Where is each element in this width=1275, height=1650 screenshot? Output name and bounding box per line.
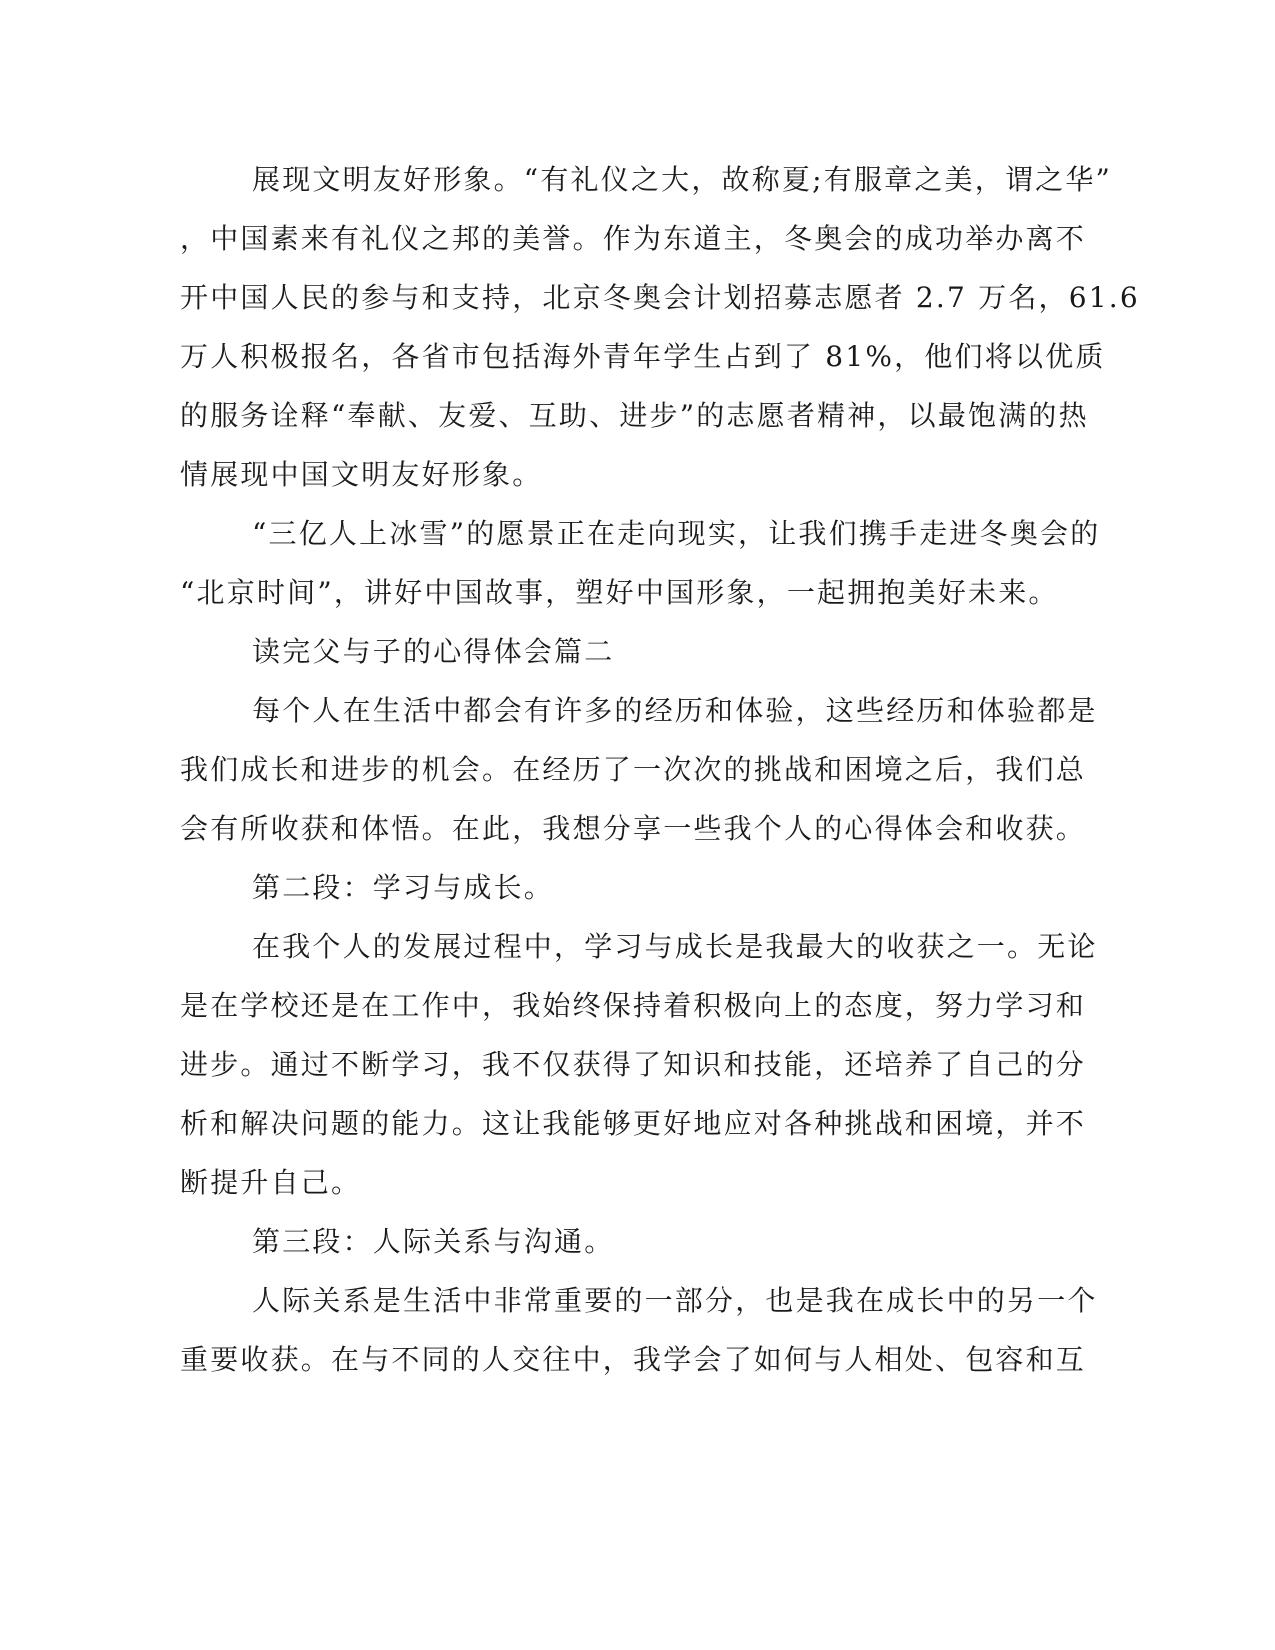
paragraph-line: 的服务诠释“奉献、友爱、互助、进步”的志愿者精神，以最饱满的热 — [180, 399, 1089, 432]
paragraph-line: 断提升自己。 — [180, 1166, 362, 1199]
paragraph-line: 开中国人民的参与和支持，北京冬奥会计划招募志愿者 2.7 万名，61.6 — [180, 281, 1140, 314]
paragraph-line: 进步。通过不断学习，我不仅获得了知识和技能，还培养了自己的分 — [180, 1048, 1087, 1081]
paragraph-line: 人际关系是生活中非常重要的一部分，也是我在成长中的另一个 — [252, 1284, 1098, 1317]
paragraph-line: 重要收获。在与不同的人交往中，我学会了如何与人相处、包容和互 — [180, 1343, 1087, 1376]
paragraph-line: ，中国素来有礼仪之邦的美誉。作为东道主，冬奥会的成功举办离不 — [180, 222, 1087, 255]
section-heading: 第三段：人际关系与沟通。 — [252, 1225, 615, 1258]
paragraph-line: 展现文明友好形象。“有礼仪之大，故称夏;有服章之美，谓之华” — [252, 163, 1113, 196]
paragraph-line: 情展现中国文明友好形象。 — [180, 458, 543, 491]
paragraph-line: 会有所收获和体悟。在此，我想分享一些我个人的心得体会和收获。 — [180, 812, 1087, 845]
paragraph-line: 每个人在生活中都会有许多的经历和体验，这些经历和体验都是 — [252, 694, 1098, 727]
paragraph-line: 我们成长和进步的机会。在经历了一次次的挑战和困境之后，我们总 — [180, 753, 1087, 786]
paragraph-line: “三亿人上冰雪”的愿景正在走向现实，让我们携手走进冬奥会的 — [252, 517, 1101, 550]
section-heading: 第二段：学习与成长。 — [252, 871, 555, 904]
section-heading: 读完父与子的心得体会篇二 — [252, 635, 615, 668]
paragraph-line: 在我个人的发展过程中，学习与成长是我最大的收获之一。无论 — [252, 930, 1098, 963]
paragraph-line: 析和解决问题的能力。这让我能够更好地应对各种挑战和困境，并不 — [180, 1107, 1087, 1140]
paragraph-line: 是在学校还是在工作中，我始终保持着积极向上的态度，努力学习和 — [180, 989, 1087, 1022]
paragraph-line: 万人积极报名，各省市包括海外青年学生占到了 81%，他们将以优质 — [180, 340, 1106, 373]
paragraph-line: “北京时间”，讲好中国故事，塑好中国形象，一起拥抱美好未来。 — [180, 576, 1059, 609]
